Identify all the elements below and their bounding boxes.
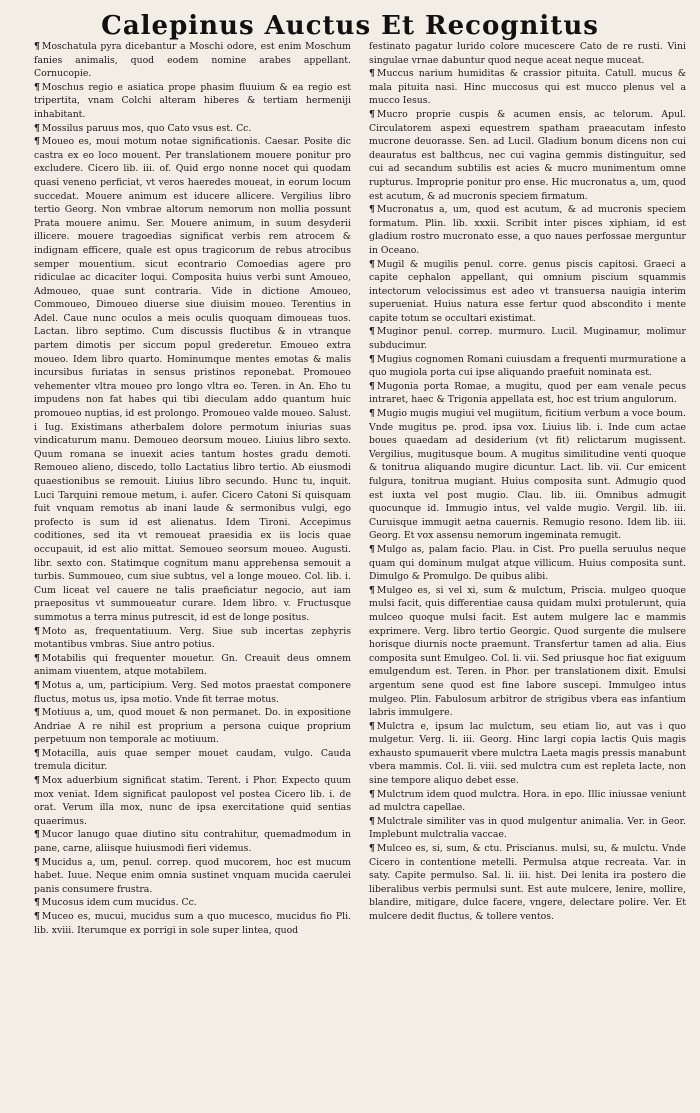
paragraph-mark: ¶ bbox=[34, 747, 40, 759]
left-column bbox=[34, 40, 351, 1060]
paragraph-mark: ¶ bbox=[369, 815, 375, 827]
right-column bbox=[369, 40, 686, 1060]
entry-text: Muginor penul. correp. murmuro. Lucil. Muginamur, molimur subducimur. bbox=[369, 326, 686, 352]
paragraph-mark: ¶ bbox=[34, 775, 40, 787]
entry-text: Mox aduerbium significat statim. Terent. i Phor. Expecto quum mox veniat. Idem significat paulopost vel postea Cicero lib. i. de orat. Verum illa mox, nunc de ipsa exercitatione quid sentias quaerimus. bbox=[34, 775, 351, 827]
entry-text: Moschus regio e asiatica prope phasim fluuium & ea regio est tripertita, vnam Colchi alteram hiberes & tertiam hermeniji inhabitant. bbox=[34, 81, 351, 120]
dictionary-entry bbox=[369, 543, 686, 584]
entry-text: Mulceo es, si, sum, & ctu. Priscianus. mulsi, su, & mulctu. Vnde Cicero in contentione metelli. Permulsa atque recreata. Var. in saty. Capite permulso. Sal. li. iii. hist. Dei lenita ira postero die liberalibus verbis permulsi sunt. Est aute mulcere, lenire, mollire, blandire, mitigare, dulce facere, vngere, delectare polire. Ver. Et mulcere dedit fluctus, & tollere ventos. bbox=[369, 843, 686, 922]
entry-text: Mulgeo es, si vel xi, sum & mulctum, Priscia. mulgeo quoque mulsi facit, quis differentiae causa quidam mulxi protulerunt, quia mulceo quoque mulsi facit. Est autem mulgere lac e mammis exprimere. Verg. libro tertio Georgic. Quod surgente die mulsere horisque diurnis nocte praemunt. Transfertur tamen ad alia. Eius composita sunt Emulgeo. Col. li. vii. Sed priusque hoc fiat exiguum emulgendum est. Teren. in Phor. per translationem dixit. Emulsi argentum sene quod est fine labore suscepi. Immulgeo intus mulgeo. Plin. Fabulosum arbitror de strigibus vbera eas infantium labris immulgere. bbox=[369, 584, 686, 719]
entry-text: Mugil & mugilis penul. corre. genus piscis capitosi. Graeci a capite cephalon appellant, qui omnium piscium squammis intectorum velocissimus est adeo vt transuersa nauigia interim superueniat. Huius natura esse fertur quod abscondito i mente capite totum se occultari existimat. bbox=[369, 258, 686, 324]
entry-text: Moschatula pyra dicebantur a Moschi odore, est enim Moschum fanies animalis, quod eodem nomine arabes appellant. Cornucopie. bbox=[34, 41, 351, 80]
entry-text: Moto as, frequentatiuum. Verg. Siue sub incertas zephyris motantibus vmbras. Siue antro potius. bbox=[34, 625, 351, 651]
dictionary-entry bbox=[34, 896, 351, 910]
entry-text: Muceo es, mucui, mucidus sum a quo mucesco, mucidus fio Pli. lib. xviii. Iterumque ex porrigi in sole super lintea, quod bbox=[34, 911, 351, 936]
entry-text: Moueo es, moui motum notae significationis. Caesar. Posite dic castra ex eo loco mouent. Per translationem mouere ponitur pro excludere. Cicero lib. iii. of. Quid ergo nonne nocet qui quodam quasi veneno perficiat, vt veros haeredes moueat, in eorum locum succedat. Mouere animum est iducere allicere. Vergilius libro tertio Georg. Non vmbrae altorum nemorum non mollia possunt Prata mouere animu. Ser. Mouere animum, in suum desyderii illicere. mouere tragoedias significat verbis rem atrocem & indignam efficere, quale est opus tragicorum de rebus atrocibus semper mouentium. sicut econtrario Comoedias agere pro ridiculae ac dicaciter loqui. Composita huius verbi sunt Amoueo, Admoueo, quae sunt contraria. Vide in dictione Amoueo, Commoueo, Dimoueo diuerse siue diuisim moueo. Terentius in Adel. Caue nunc oculos a meis oculis quoquam dimoueas tuos. Lactan. libro septimo. Cum discussis fluctibus & in vtranque partem dimotis per siccum popul grederetur. Emoueo extra moueo. Idem libro quarto. Hominumque mentes emotas & malis incursibus furiatas in sensus pristinos reponebat. Promoueo vehementer vltra moueo pro longo vltra eo. Teren. in An. Eho tu impudens non fat habes qui tibi dieculam addo quantum huic promoueo nuptias, id est prolongo. Promoueo valde moueo. Salust. i Iug. Existimans atherbalem dolore permotum iniurias suas vindicaturum manu. Demoueo deorsum moueo. Liuius libro sexto. Quum romana se inuexit acies tantum hostes gradu demoti. Remoueo alieno, discedo, tollo Lactatius libro tertio. Ab eiusmodi quaestionibus se remouit. Liuius libro secundo. Hunc tu, inquit. Luci Tarquini remoue metum, i. aufer. Cicero Catoni Si quisquam fuit vnquam remotus ab inani laude & sermonibus vulgi, ego profecto is sum id est alienatus. Idem Tironi. Accepimus coditiones, sed ita vt remoueat praesidia ex iis locis quae occupauit, id est alio mittat. Semoueo seorsum moueo. Augusti. libr. sexto con. Statimque cognitum manu apprehensa semouit a turbis. Summoueo, cum siue subtus, vel a longe moueo. Col. lib. i. Cum liceat vel cauere ne talis praeficiatur negocio, aut iam praepositus vt summoueatur curare. Idem libro. v. Fructusque summotus a terra minus putrescit, id est de longe positus. bbox=[34, 136, 351, 623]
dictionary-entry bbox=[34, 828, 351, 855]
entry-text: Mucronatus a, um, quod est acutum, & ad mucronis speciem formatum. Plin. lib. xxxii. Scribit inter pisces xiphiam, id est gladium rostro mucronato esse, a quo naues perfossae merguntur in Oceano. bbox=[369, 204, 686, 256]
entry-text: festinato pagatur lurido colore mucescere Cato de re rusti. Vini singulae vrnae dabuntur quod neque aceat neque muceat. bbox=[369, 41, 686, 66]
text-columns bbox=[34, 40, 686, 1060]
entry-text: Mulctra e, ipsum lac mulctum, seu etiam lio, aut vas i quo mulgetur. Verg. li. iii. Georg. Hinc largi copia lactis Quis magis exhausto spumauerit vbere mulctra Laeta magis pressis manabunt vbera mammis. Col. li. viii. sed mulctra cum est repleta lacte, non sine tempore aliquo debet esse. bbox=[369, 720, 686, 787]
bottom-margin bbox=[0, 1060, 700, 1113]
dictionary-entry bbox=[34, 910, 351, 937]
paragraph-mark: ¶ bbox=[34, 41, 40, 52]
paragraph-mark: ¶ bbox=[369, 380, 375, 392]
page-header-title: Calepinus Auctus Et Recognitus bbox=[101, 11, 599, 41]
entry-text: Mugonia porta Romae, a mugitu, quod per eam venale pecus intraret, haec & Trigonia appellata est, hoc est trium angulorum. bbox=[369, 380, 686, 406]
entry-text: Mossilus paruus mos, quo Cato vsus est. Cc. bbox=[41, 122, 252, 134]
paragraph-mark: ¶ bbox=[369, 204, 375, 216]
paragraph-mark: ¶ bbox=[34, 707, 40, 719]
paragraph-mark: ¶ bbox=[369, 108, 375, 120]
paragraph-mark: ¶ bbox=[34, 679, 40, 691]
dictionary-entry bbox=[369, 203, 686, 257]
dictionary-entry bbox=[369, 815, 686, 842]
entry-text: Mugio mugis mugiui vel mugiitum, ficitium verbum a voce boum. Vnde mugitus pe. prod. ipsa vox. Liuius lib. i. Inde cum actae boues quaedam ad desiderium (vt fit) relictarum mugissent. Vergilius, mugitusque boum. A mugitus similitudine venti quoque & tonitrua aliquando mugire dicuntur. Lact. lib. vii. Cur emicent fulgura, tonitrua mugiant. Huius composita sunt. Admugio quod est iuxta vel post mugio. Clau. lib. iii. Omnibus admugit quocunque id. Immugio intus, vel valde mugio. Vergil. lib. iii. Curuisque immugit aetna cauernis. Remugio resono. Idem lib. iii. Georg. Et vox assensu nemorum ingeminata remugit. bbox=[369, 408, 686, 542]
dictionary-entry bbox=[369, 788, 686, 815]
dictionary-entry bbox=[369, 325, 686, 352]
entry-text: Mulgo as, palam facio. Plau. in Cist. Pro puella seruulus neque quam qui dominum mulgat atque villicum. Huius composita sunt. Dimulgo & Promulgo. De quibus alibi. bbox=[369, 543, 686, 583]
dictionary-entry bbox=[369, 353, 686, 380]
dictionary-entry bbox=[34, 652, 351, 679]
paragraph-mark: ¶ bbox=[369, 543, 375, 555]
dictionary-entry bbox=[34, 122, 351, 136]
entry-text: Mulctrum idem quod mulctra. Hora. in epo. Illic iniussae veniunt ad mulctra capellae. bbox=[369, 788, 686, 814]
dictionary-entry bbox=[34, 706, 351, 747]
dictionary-entry bbox=[369, 67, 686, 108]
paragraph-mark: ¶ bbox=[369, 258, 375, 270]
paragraph-mark: ¶ bbox=[34, 829, 40, 841]
dictionary-entry bbox=[34, 135, 351, 624]
paragraph-mark: ¶ bbox=[369, 788, 375, 800]
paragraph-mark: ¶ bbox=[369, 353, 375, 365]
paragraph-mark: ¶ bbox=[34, 625, 40, 637]
dictionary-entry bbox=[34, 625, 351, 652]
paragraph-mark: ¶ bbox=[369, 843, 375, 855]
entry-text: Mucro proprie cuspis & acumen ensis, ac telorum. Apul. Circulatorem aspexi equestrem spatham praeacutam infesto mucrone deuorasse. Sen. ad Lucil. Gladium bonum dicens non cui deauratus est balthcus, nec cui vagina gemmis distinguitur, sed cui ad secandum subtilis est acies & mucro munimentum omne rupturus. Improprie ponitur pro ense. Hic mucronatus a, um, quod est acutum, & ad mucronis speciem firmatum. bbox=[369, 108, 686, 202]
entry-text: Mucor lanugo quae diutino situ contrahitur, quemadmodum in pane, carne, aliisque huiusmodi fieri videmus. bbox=[34, 829, 351, 855]
entry-text: Mugius cognomen Romani cuiusdam a frequenti murmuratione a quo mugiola porta cui ipse aliquando praefuit nominata est. bbox=[369, 353, 686, 379]
paragraph-mark: ¶ bbox=[34, 81, 40, 93]
dictionary-entry bbox=[34, 747, 351, 774]
entry-text: Motiuus a, um, quod mouet & non permanet. Do. in expositione Andriae A re nihil est proprium a persona cuique proprium perpetuum non temporale ac motiuum. bbox=[34, 707, 351, 746]
dictionary-entry bbox=[34, 679, 351, 706]
dictionary-entry bbox=[34, 774, 351, 828]
dictionary-entry bbox=[369, 720, 686, 788]
paragraph-mark: ¶ bbox=[369, 68, 375, 80]
dictionary-entry bbox=[34, 81, 351, 122]
dictionary-entry bbox=[369, 108, 686, 203]
dictionary-entry bbox=[34, 40, 351, 81]
dictionary-entry bbox=[369, 407, 686, 543]
paragraph-mark: ¶ bbox=[369, 326, 375, 338]
paragraph-mark: ¶ bbox=[34, 856, 40, 868]
paragraph-mark: ¶ bbox=[369, 584, 375, 596]
entry-text: Mucosus idem cum mucidus. Cc. bbox=[41, 897, 197, 909]
entry-text: Motabilis qui frequenter mouetur. Gn. Creauit deus omnem animam viuentem, atque motabilem. bbox=[34, 652, 351, 678]
entry-text: Motacilla, auis quae semper mouet caudam, vulgo. Cauda tremula dicitur. bbox=[34, 747, 351, 773]
paragraph-mark: ¶ bbox=[34, 136, 40, 148]
dictionary-entry bbox=[369, 258, 686, 326]
paragraph-mark: ¶ bbox=[369, 720, 375, 732]
paragraph-mark: ¶ bbox=[34, 122, 40, 134]
entry-text: Motus a, um, participium. Verg. Sed motos praestat componere fluctus, motus us, ipsa motio. Vnde fit terrae motus. bbox=[34, 679, 351, 705]
dictionary-entry bbox=[369, 842, 686, 924]
dictionary-entry bbox=[369, 584, 686, 720]
dictionary-entry bbox=[34, 856, 351, 897]
paragraph-mark: ¶ bbox=[34, 652, 40, 664]
paragraph-mark: ¶ bbox=[369, 408, 375, 420]
entry-text: Muccus narium humiditas & crassior pituita. Catull. mucus & mala pituita nasi. Hinc muccosus qui est mucco plenus vel a mucco Iesus. bbox=[369, 68, 686, 107]
dictionary-entry bbox=[369, 40, 686, 67]
paragraph-mark: ¶ bbox=[34, 897, 40, 909]
dictionary-entry bbox=[369, 380, 686, 407]
paragraph-mark: ¶ bbox=[34, 911, 40, 922]
entry-text: Mucidus a, um, penul. correp. quod mucorem, hoc est mucum habet. Iuue. Neque enim omnia sustinet vnquam mucida caerulei panis consumere frustra. bbox=[34, 856, 351, 895]
entry-text: Mulctrale similiter vas in quod mulgentur animalia. Ver. in Geor. Implebunt mulctralia vaccae. bbox=[369, 815, 686, 841]
